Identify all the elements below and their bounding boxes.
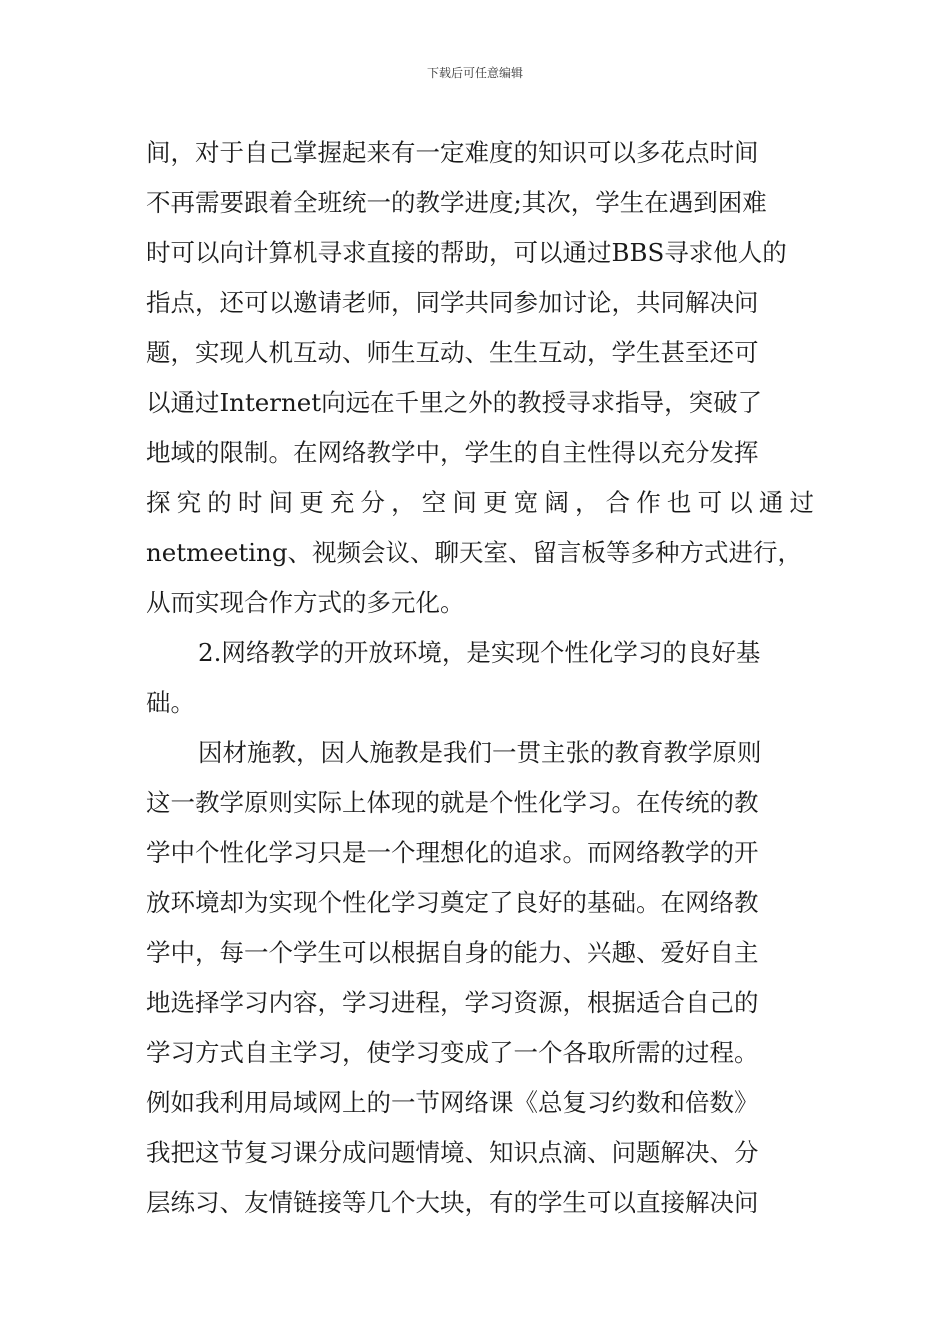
text-line: 我把这节复习课分成问题情境、知识点滴、问题解决、分 [146, 1138, 759, 1167]
paragraph-start-line: 因材施教，因人施教是我们一贯主张的教育教学原则 [198, 738, 762, 767]
text-line: 学习方式自主学习，使学习变成了一个各取所需的过程。 [146, 1038, 759, 1067]
document-body [146, 128, 814, 1228]
text-line: 题，实现人机互动、师生互动、生生互动，学生甚至还可 [146, 338, 759, 367]
page-header: 下载后可任意编辑 [426, 66, 523, 80]
text-line: 例如我利用局域网上的一节网络课《总复习约数和倍数》 [146, 1088, 759, 1117]
section-heading-line: 础。 [146, 688, 195, 717]
text-line: 不再需要跟着全班统一的教学进度;其次，学生在遇到困难 [146, 188, 767, 217]
text-line: netmeeting、视频会议、聊天室、留言板等多种方式进行， [146, 538, 802, 567]
text-line: 从而实现合作方式的多元化。 [146, 588, 465, 617]
text-line: 地选择学习内容，学习进程，学习资源，根据适合自己的 [146, 988, 759, 1017]
text-line: 指点，还可以邀请老师，同学共同参加讨论，共同解决问 [146, 288, 759, 317]
text-line: 地域的限制。在网络教学中，学生的自主性得以充分发挥 [146, 438, 759, 467]
text-line: 层练习、友情链接等几个大块，有的学生可以直接解决问 [146, 1188, 759, 1217]
text-line: 间，对于自己掌握起来有一定难度的知识可以多花点时间 [146, 138, 759, 167]
text-line: 以通过Internet向远在千里之外的教授寻求指导，突破了 [146, 388, 763, 417]
text-line: 学中个性化学习只是一个理想化的追求。而网络教学的开 [146, 838, 759, 867]
text-line: 放环境却为实现个性化学习奠定了良好的基础。在网络教 [146, 888, 759, 917]
text-line: 这一教学原则实际上体现的就是个性化学习。在传统的教 [146, 788, 759, 817]
text-line: 探究的时间更充分，空间更宽阔，合作也可以通过 [146, 488, 814, 517]
text-line: 学中，每一个学生可以根据自身的能力、兴趣、爱好自主 [146, 938, 759, 967]
text-line: 时可以向计算机寻求直接的帮助，可以通过BBS寻求他人的 [146, 238, 787, 267]
section-heading-line: 2.网络教学的开放环境，是实现个性化学习的良好基 [198, 638, 761, 667]
